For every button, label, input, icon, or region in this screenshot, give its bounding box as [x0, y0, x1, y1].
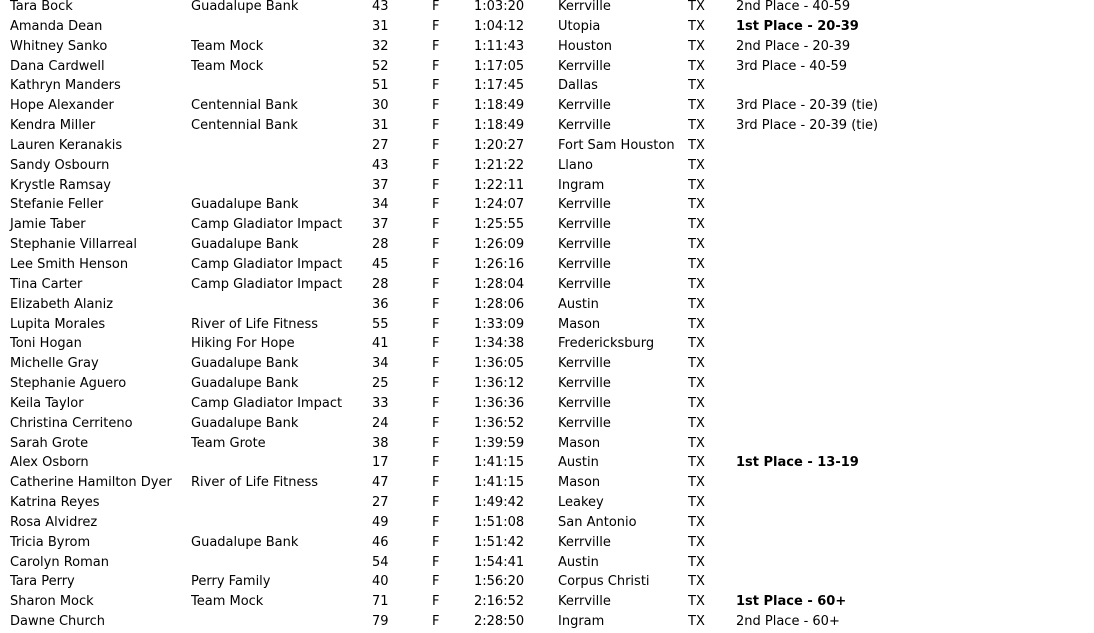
- team-cell: [191, 156, 372, 176]
- award-place-cell: [736, 275, 936, 295]
- table-row: [0, 493, 936, 513]
- award-place-cell: 1st Place - 60+: [736, 594, 847, 610]
- team-cell: [191, 17, 372, 37]
- age-cell: 28: [372, 276, 389, 292]
- table-row: [0, 473, 936, 493]
- team-cell: Team Mock: [191, 58, 264, 74]
- state-cell: TX: [688, 594, 705, 610]
- team-cell: Guadalupe Bank: [191, 356, 299, 372]
- award-place-cell: [736, 572, 936, 592]
- table-row: [0, 37, 936, 57]
- gender-cell: F: [432, 98, 440, 114]
- runner-name-cell: Stephanie Villarreal: [10, 237, 137, 253]
- state-cell: TX: [688, 415, 705, 431]
- gender-cell: F: [432, 356, 440, 372]
- age-cell: 38: [372, 435, 389, 451]
- gender-cell: F: [432, 137, 440, 153]
- runner-name-cell: Toni Hogan: [10, 336, 82, 352]
- award-place-cell: [736, 394, 936, 414]
- finish-time-cell: 1:41:15: [474, 475, 525, 491]
- city-cell: Kerrville: [558, 276, 611, 292]
- runner-name-cell: Amanda Dean: [10, 18, 103, 34]
- state-cell: TX: [688, 78, 705, 94]
- state-cell: TX: [688, 38, 705, 54]
- runner-name-cell: Kathryn Manders: [10, 78, 121, 94]
- award-place-cell: [736, 493, 936, 513]
- gender-cell: F: [432, 217, 440, 233]
- finish-time-cell: 1:26:16: [474, 256, 525, 272]
- team-cell: Guadalupe Bank: [191, 415, 299, 431]
- gender-cell: F: [432, 256, 440, 272]
- runner-name-cell: Hope Alexander: [10, 98, 114, 114]
- finish-time-cell: 1:20:27: [474, 137, 525, 153]
- finish-time-cell: 1:54:41: [474, 554, 525, 570]
- table-row: [0, 195, 936, 215]
- team-cell: Centennial Bank: [191, 98, 298, 114]
- runner-name-cell: Katrina Reyes: [10, 495, 100, 511]
- city-cell: Kerrville: [558, 217, 611, 233]
- award-place-cell: [736, 553, 936, 573]
- gender-cell: F: [432, 554, 440, 570]
- state-cell: TX: [688, 276, 705, 292]
- city-cell: Ingram: [558, 177, 605, 193]
- age-cell: 32: [372, 38, 389, 54]
- team-cell: Team Grote: [191, 435, 266, 451]
- age-cell: 33: [372, 395, 389, 411]
- age-cell: 34: [372, 356, 389, 372]
- age-cell: 55: [372, 316, 389, 332]
- runner-name-cell: Michelle Gray: [10, 356, 99, 372]
- city-cell: Kerrville: [558, 376, 611, 392]
- age-cell: 43: [372, 157, 389, 173]
- gender-cell: F: [432, 38, 440, 54]
- city-cell: Kerrville: [558, 197, 611, 213]
- gender-cell: F: [432, 514, 440, 530]
- state-cell: TX: [688, 376, 705, 392]
- finish-time-cell: 1:36:36: [474, 395, 525, 411]
- state-cell: TX: [688, 217, 705, 233]
- runner-name-cell: Lupita Morales: [10, 316, 106, 332]
- age-cell: 24: [372, 415, 389, 431]
- team-cell: River of Life Fitness: [191, 316, 319, 332]
- finish-time-cell: 1:28:04: [474, 276, 525, 292]
- team-cell: Camp Gladiator Impact: [191, 256, 343, 272]
- runner-name-cell: Carolyn Roman: [10, 554, 110, 570]
- state-cell: TX: [688, 614, 705, 630]
- award-place-cell: [736, 414, 936, 434]
- table-row: [0, 572, 936, 592]
- table-row: [0, 334, 936, 354]
- age-cell: 46: [372, 534, 389, 550]
- finish-time-cell: 1:56:20: [474, 574, 525, 590]
- award-place-cell: [736, 156, 936, 176]
- city-cell: Corpus Christi: [558, 574, 650, 590]
- award-place-cell: [736, 295, 936, 315]
- state-cell: TX: [688, 316, 705, 332]
- city-cell: Kerrville: [558, 98, 611, 114]
- state-cell: TX: [688, 336, 705, 352]
- city-cell: Mason: [558, 316, 601, 332]
- gender-cell: F: [432, 594, 440, 610]
- table-row: [0, 76, 936, 96]
- team-cell: [191, 553, 372, 573]
- state-cell: TX: [688, 356, 705, 372]
- award-place-cell: [736, 255, 936, 275]
- city-cell: Mason: [558, 435, 601, 451]
- table-row: [0, 394, 936, 414]
- city-cell: Kerrville: [558, 0, 611, 14]
- finish-time-cell: 1:51:42: [474, 534, 525, 550]
- table-row: [0, 533, 936, 553]
- finish-time-cell: 1:28:06: [474, 296, 525, 312]
- award-place-cell: 2nd Place - 60+: [736, 614, 840, 630]
- state-cell: TX: [688, 118, 705, 134]
- table-row: [0, 374, 936, 394]
- table-row: [0, 215, 936, 235]
- state-cell: TX: [688, 157, 705, 173]
- award-place-cell: [736, 374, 936, 394]
- award-place-cell: 3rd Place - 20-39 (tie): [736, 118, 879, 134]
- table-row: [0, 354, 936, 374]
- city-cell: Austin: [558, 455, 599, 471]
- gender-cell: F: [432, 534, 440, 550]
- gender-cell: F: [432, 376, 440, 392]
- runner-name-cell: Stefanie Feller: [10, 197, 104, 213]
- runner-name-cell: Lauren Keranakis: [10, 137, 123, 153]
- state-cell: TX: [688, 554, 705, 570]
- table-row: [0, 553, 936, 573]
- award-place-cell: [736, 76, 936, 96]
- city-cell: Ingram: [558, 614, 605, 630]
- table-row: [0, 255, 936, 275]
- city-cell: Kerrville: [558, 356, 611, 372]
- finish-time-cell: 1:36:52: [474, 415, 525, 431]
- city-cell: Llano: [558, 157, 594, 173]
- state-cell: TX: [688, 296, 705, 312]
- award-place-cell: 3rd Place - 40-59: [736, 58, 848, 74]
- runner-name-cell: Elizabeth Alaniz: [10, 296, 114, 312]
- finish-time-cell: 1:17:05: [474, 58, 525, 74]
- city-cell: Dallas: [558, 78, 598, 94]
- table-row: [0, 116, 936, 136]
- runner-name-cell: Lee Smith Henson: [10, 256, 129, 272]
- runner-name-cell: Jamie Taber: [10, 217, 86, 233]
- runner-name-cell: Stephanie Aguero: [10, 376, 127, 392]
- table-row: [0, 453, 936, 473]
- finish-time-cell: 1:51:08: [474, 514, 525, 530]
- age-cell: 28: [372, 237, 389, 253]
- finish-time-cell: 1:17:45: [474, 78, 525, 94]
- finish-time-cell: 2:16:52: [474, 594, 525, 610]
- state-cell: TX: [688, 177, 705, 193]
- city-cell: Kerrville: [558, 118, 611, 134]
- city-cell: Austin: [558, 554, 599, 570]
- finish-time-cell: 1:18:49: [474, 98, 525, 114]
- table-row: [0, 315, 936, 335]
- team-cell: Perry Family: [191, 574, 271, 590]
- team-cell: [191, 176, 372, 196]
- age-cell: 45: [372, 256, 389, 272]
- age-cell: 52: [372, 58, 389, 74]
- team-cell: [191, 513, 372, 533]
- award-place-cell: [736, 473, 936, 493]
- finish-time-cell: 1:18:49: [474, 118, 525, 134]
- runner-name-cell: Tara Bock: [10, 0, 73, 14]
- runner-name-cell: Catherine Hamilton Dyer: [10, 475, 172, 491]
- table-row: [0, 513, 936, 533]
- table-row: [0, 57, 936, 77]
- team-cell: [191, 136, 372, 156]
- finish-time-cell: 1:22:11: [474, 177, 525, 193]
- team-cell: Guadalupe Bank: [191, 376, 299, 392]
- award-place-cell: 2nd Place - 40-59: [736, 0, 851, 14]
- age-cell: 25: [372, 376, 389, 392]
- finish-time-cell: 1:36:12: [474, 376, 525, 392]
- gender-cell: F: [432, 296, 440, 312]
- runner-name-cell: Krystle Ramsay: [10, 177, 111, 193]
- table-row: [0, 136, 936, 156]
- age-cell: 49: [372, 514, 389, 530]
- age-cell: 17: [372, 455, 389, 471]
- runner-name-cell: Kendra Miller: [10, 118, 96, 134]
- state-cell: TX: [688, 98, 705, 114]
- state-cell: TX: [688, 137, 705, 153]
- team-cell: Hiking For Hope: [191, 336, 295, 352]
- state-cell: TX: [688, 475, 705, 491]
- award-place-cell: [736, 235, 936, 255]
- award-place-cell: [736, 354, 936, 374]
- gender-cell: F: [432, 18, 440, 34]
- gender-cell: F: [432, 78, 440, 94]
- award-place-cell: [736, 136, 936, 156]
- city-cell: San Antonio: [558, 514, 637, 530]
- state-cell: TX: [688, 237, 705, 253]
- table-row: [0, 434, 936, 454]
- finish-time-cell: 1:39:59: [474, 435, 525, 451]
- finish-time-cell: 2:28:50: [474, 614, 525, 630]
- age-cell: 31: [372, 18, 389, 34]
- table-row: [0, 176, 936, 196]
- age-cell: 41: [372, 336, 389, 352]
- gender-cell: F: [432, 475, 440, 491]
- runner-name-cell: Christina Cerriteno: [10, 415, 133, 431]
- runner-name-cell: Sarah Grote: [10, 435, 89, 451]
- table-row: [0, 0, 936, 17]
- age-cell: 71: [372, 594, 389, 610]
- age-cell: 37: [372, 217, 389, 233]
- state-cell: TX: [688, 514, 705, 530]
- team-cell: Guadalupe Bank: [191, 534, 299, 550]
- finish-time-cell: 1:21:22: [474, 157, 525, 173]
- team-cell: Camp Gladiator Impact: [191, 217, 343, 233]
- finish-time-cell: 1:24:07: [474, 197, 525, 213]
- city-cell: Austin: [558, 296, 599, 312]
- city-cell: Kerrville: [558, 256, 611, 272]
- state-cell: TX: [688, 256, 705, 272]
- finish-time-cell: 1:41:15: [474, 455, 525, 471]
- finish-time-cell: 1:34:38: [474, 336, 525, 352]
- award-place-cell: [736, 315, 936, 335]
- gender-cell: F: [432, 495, 440, 511]
- team-cell: Guadalupe Bank: [191, 237, 299, 253]
- gender-cell: F: [432, 157, 440, 173]
- finish-time-cell: 1:49:42: [474, 495, 525, 511]
- award-place-cell: [736, 176, 936, 196]
- table-row: [0, 612, 936, 632]
- gender-cell: F: [432, 415, 440, 431]
- gender-cell: F: [432, 614, 440, 630]
- runner-name-cell: Rosa Alvidrez: [10, 514, 98, 530]
- gender-cell: F: [432, 574, 440, 590]
- table-row: [0, 235, 936, 255]
- award-place-cell: [736, 533, 936, 553]
- state-cell: TX: [688, 534, 705, 550]
- city-cell: Fort Sam Houston: [558, 137, 675, 153]
- table-row: [0, 17, 936, 37]
- finish-time-cell: 1:33:09: [474, 316, 525, 332]
- table-row: [0, 414, 936, 434]
- age-cell: 34: [372, 197, 389, 213]
- age-cell: 43: [372, 0, 389, 14]
- award-place-cell: 3rd Place - 20-39 (tie): [736, 98, 879, 114]
- table-row: [0, 592, 936, 612]
- age-cell: 30: [372, 98, 389, 114]
- city-cell: Fredericksburg: [558, 336, 655, 352]
- table-row: [0, 275, 936, 295]
- finish-time-cell: 1:04:12: [474, 18, 525, 34]
- city-cell: Leakey: [558, 495, 604, 511]
- award-place-cell: [736, 334, 936, 354]
- team-cell: Camp Gladiator Impact: [191, 395, 343, 411]
- age-cell: 79: [372, 614, 389, 630]
- gender-cell: F: [432, 58, 440, 74]
- age-cell: 47: [372, 475, 389, 491]
- gender-cell: F: [432, 177, 440, 193]
- team-cell: Guadalupe Bank: [191, 0, 299, 14]
- team-cell: [191, 76, 372, 96]
- team-cell: [191, 295, 372, 315]
- award-place-cell: 1st Place - 13-19: [736, 455, 859, 471]
- age-cell: 51: [372, 78, 389, 94]
- age-cell: 27: [372, 137, 389, 153]
- gender-cell: F: [432, 395, 440, 411]
- runner-name-cell: Dawne Church: [10, 614, 105, 630]
- city-cell: Utopia: [558, 18, 601, 34]
- award-place-cell: [736, 215, 936, 235]
- team-cell: Team Mock: [191, 38, 264, 54]
- team-cell: [191, 493, 372, 513]
- runner-name-cell: Sandy Osbourn: [10, 157, 110, 173]
- age-cell: 36: [372, 296, 389, 312]
- finish-time-cell: 1:11:43: [474, 38, 525, 54]
- city-cell: Kerrville: [558, 534, 611, 550]
- award-place-cell: [736, 434, 936, 454]
- age-cell: 31: [372, 118, 389, 134]
- city-cell: Kerrville: [558, 395, 611, 411]
- team-cell: Camp Gladiator Impact: [191, 276, 343, 292]
- runner-name-cell: Sharon Mock: [10, 594, 94, 610]
- table-row: [0, 295, 936, 315]
- gender-cell: F: [432, 455, 440, 471]
- award-place-cell: [736, 195, 936, 215]
- state-cell: TX: [688, 197, 705, 213]
- team-cell: Guadalupe Bank: [191, 197, 299, 213]
- award-place-cell: [736, 513, 936, 533]
- team-cell: Team Mock: [191, 594, 264, 610]
- finish-time-cell: 1:25:55: [474, 217, 525, 233]
- state-cell: TX: [688, 574, 705, 590]
- table-row: [0, 96, 936, 116]
- gender-cell: F: [432, 197, 440, 213]
- gender-cell: F: [432, 237, 440, 253]
- finish-time-cell: 1:36:05: [474, 356, 525, 372]
- city-cell: Kerrville: [558, 415, 611, 431]
- state-cell: TX: [688, 58, 705, 74]
- finish-time-cell: 1:26:09: [474, 237, 525, 253]
- age-cell: 40: [372, 574, 389, 590]
- city-cell: Kerrville: [558, 58, 611, 74]
- gender-cell: F: [432, 0, 440, 14]
- runner-name-cell: Dana Cardwell: [10, 58, 105, 74]
- state-cell: TX: [688, 18, 705, 34]
- state-cell: TX: [688, 0, 705, 14]
- gender-cell: F: [432, 435, 440, 451]
- state-cell: TX: [688, 435, 705, 451]
- runner-name-cell: Whitney Sanko: [10, 38, 108, 54]
- city-cell: Houston: [558, 38, 613, 54]
- runner-name-cell: Keila Taylor: [10, 395, 84, 411]
- runner-name-cell: Tina Carter: [10, 276, 83, 292]
- gender-cell: F: [432, 336, 440, 352]
- city-cell: Kerrville: [558, 594, 611, 610]
- runner-name-cell: Tara Perry: [10, 574, 75, 590]
- state-cell: TX: [688, 395, 705, 411]
- age-cell: 27: [372, 495, 389, 511]
- gender-cell: F: [432, 276, 440, 292]
- state-cell: TX: [688, 455, 705, 471]
- age-cell: 54: [372, 554, 389, 570]
- runner-name-cell: Alex Osborn: [10, 455, 89, 471]
- runner-name-cell: Tricia Byrom: [10, 534, 91, 550]
- city-cell: Mason: [558, 475, 601, 491]
- table-row: [0, 156, 936, 176]
- city-cell: Kerrville: [558, 237, 611, 253]
- age-cell: 37: [372, 177, 389, 193]
- state-cell: TX: [688, 495, 705, 511]
- team-cell: River of Life Fitness: [191, 475, 319, 491]
- award-place-cell: 2nd Place - 20-39: [736, 38, 851, 54]
- gender-cell: F: [432, 118, 440, 134]
- gender-cell: F: [432, 316, 440, 332]
- team-cell: Centennial Bank: [191, 118, 298, 134]
- finish-time-cell: 1:03:20: [474, 0, 525, 14]
- team-cell: [191, 453, 372, 473]
- team-cell: [191, 612, 372, 632]
- award-place-cell: 1st Place - 20-39: [736, 18, 859, 34]
